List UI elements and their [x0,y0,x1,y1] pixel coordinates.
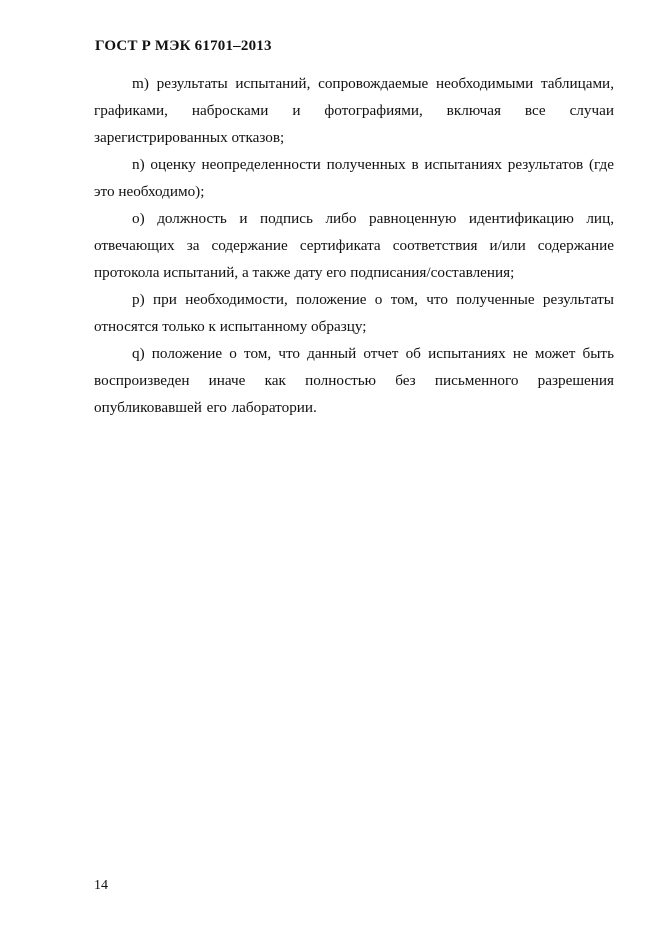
document-body [94,70,614,421]
document-header-title: ГОСТ Р МЭК 61701–2013 [95,38,272,54]
list-item-q: q) положение о том, что данный отчет об испытаниях не может быть воспроизведен иначе как полностью без письменного разрешения опубликовавшей его лаборатории. [94,345,614,416]
page-number: 14 [94,878,108,893]
list-item-m: m) результаты испытаний, сопровождаемые необходимыми таблицами, графиками, набросками и фотографиями, включая все случаи зарегистрированных отказов; [94,75,614,146]
list-item-o: o) должность и подпись либо равноценную идентификацию лиц, отвечающих за содержание сертификата соответствия и/или содержание протокола испытаний, а также дату его подписания/составления; [94,210,614,281]
list-item-p: p) при необходимости, положение о том, что полученные результаты относятся только к испытанному образцу; [94,291,614,335]
list-item-n: n) оценку неопределенности полученных в испытаниях результатов (где это необходимо); [94,156,614,200]
